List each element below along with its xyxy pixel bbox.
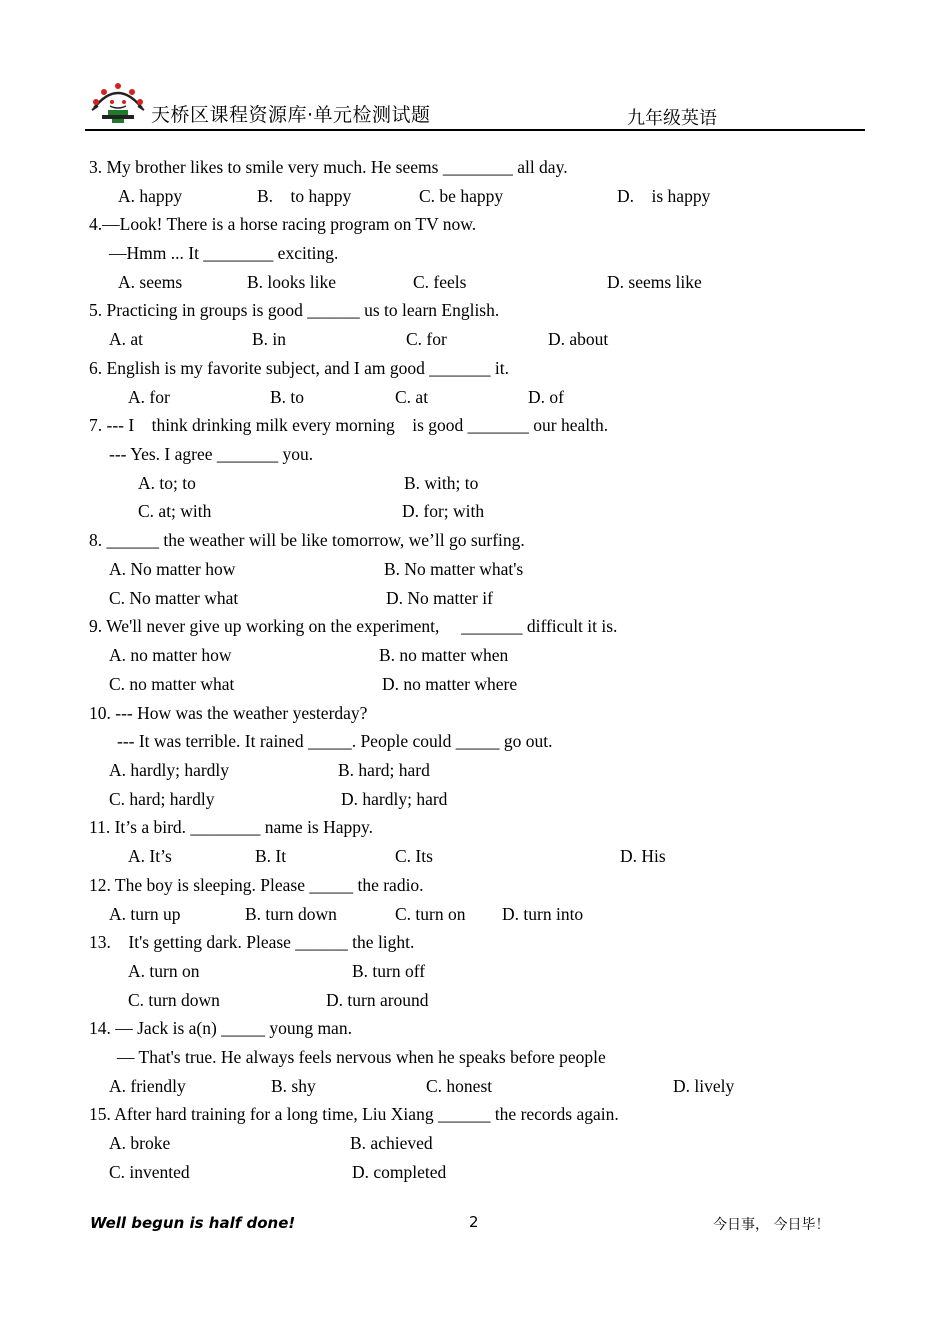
option-d: D. turn into <box>502 904 584 924</box>
question-stem-line2: — That's true. He always feels nervous when he speaks before people <box>117 1047 606 1067</box>
option-c: C. invented <box>109 1162 190 1182</box>
option-a: A. It’s <box>128 846 172 866</box>
question-stem: 8. ______ the weather will be like tomorrow, we’ll go surfing. <box>89 530 525 550</box>
question-stem: 7. --- I think drinking milk every morning is good _______ our health. <box>89 415 609 435</box>
option-b: B. looks like <box>247 272 336 292</box>
question-stem: 12. The boy is sleeping. Please _____ the radio. <box>89 875 424 895</box>
option-d: D. is happy <box>617 186 711 206</box>
option-c: C. for <box>406 329 447 349</box>
question-stem-line2: —Hmm ... It ________ exciting. <box>109 243 339 263</box>
option-d: D. no matter where <box>382 674 518 694</box>
option-d: D. No matter if <box>386 588 493 608</box>
option-d: D. about <box>548 329 609 349</box>
option-c: C. be happy <box>419 186 504 206</box>
option-d: D. His <box>620 846 666 866</box>
question-stem: 10. --- How was the weather yesterday? <box>89 703 368 723</box>
logo-icon <box>88 80 148 126</box>
option-d: D. completed <box>352 1162 447 1182</box>
option-b: B. no matter when <box>379 645 509 665</box>
question-stem: 5. Practicing in groups is good ______ us to learn English. <box>89 300 500 320</box>
option-c: C. at; with <box>138 501 212 521</box>
page-number: 2 <box>469 1213 479 1231</box>
option-a: A. to; to <box>138 473 196 493</box>
option-b: B. achieved <box>350 1133 433 1153</box>
option-b: B. shy <box>271 1076 316 1096</box>
option-d: D. turn around <box>326 990 429 1010</box>
question-stem: 3. My brother likes to smile very much. He seems ________ all day. <box>89 157 568 177</box>
option-c: C. Its <box>395 846 433 866</box>
option-a: A. seems <box>118 272 183 292</box>
question-stem: 9. We'll never give up working on the experiment, _______ difficult it is. <box>89 616 618 636</box>
option-b: B. to <box>270 387 305 407</box>
question-stem-line2: --- Yes. I agree _______ you. <box>109 444 314 464</box>
option-c: C. at <box>395 387 429 407</box>
question-stem: 15. After hard training for a long time, Liu Xiang ______ the records again. <box>89 1104 619 1124</box>
option-b: B. No matter what's <box>384 559 524 579</box>
option-a: A. at <box>109 329 144 349</box>
header-subject: 九年级英语 <box>627 108 717 129</box>
question-stem: 14. — Jack is a(n) _____ young man. <box>89 1018 352 1038</box>
option-a: A. friendly <box>109 1076 186 1096</box>
option-d: D. hardly; hard <box>341 789 448 809</box>
option-a: A. for <box>128 387 170 407</box>
option-d: D. lively <box>673 1076 735 1096</box>
question-stem: 11. It’s a bird. ________ name is Happy. <box>89 817 374 837</box>
question-stem: 6. English is my favorite subject, and I am good _______ it. <box>89 358 509 378</box>
option-a: A. No matter how <box>109 559 236 579</box>
page-header <box>85 78 865 133</box>
footer-motto: Well begun is half done! <box>90 1214 296 1232</box>
option-a: A. broke <box>109 1133 171 1153</box>
option-b: B. hard; hard <box>338 760 430 780</box>
option-b: B. turn off <box>352 961 426 981</box>
question-stem-line2: --- It was terrible. It rained _____. People could _____ go out. <box>117 731 553 751</box>
option-b: B. with; to <box>404 473 479 493</box>
question-stem: 4.—Look! There is a horse racing program on TV now. <box>89 214 477 234</box>
option-c: C. turn down <box>128 990 220 1010</box>
option-c: C. hard; hardly <box>109 789 215 809</box>
question-stem: 13. It's getting dark. Please ______ the light. <box>89 932 415 952</box>
option-d: D. for; with <box>402 501 485 521</box>
option-a: A. turn on <box>128 961 200 981</box>
option-c: C. honest <box>426 1076 493 1096</box>
option-d: D. seems like <box>607 272 702 292</box>
option-b: B. in <box>252 329 287 349</box>
option-c: C. No matter what <box>109 588 239 608</box>
footer-slogan: 今日事， 今日毕！ <box>713 1217 830 1233</box>
option-b: B. turn down <box>245 904 337 924</box>
header-divider <box>85 129 865 131</box>
option-b: B. It <box>255 846 287 866</box>
option-c: C. turn on <box>395 904 466 924</box>
option-a: A. no matter how <box>109 645 232 665</box>
option-c: C. feels <box>413 272 467 292</box>
option-a: A. happy <box>118 186 183 206</box>
option-b: B. to happy <box>257 186 352 206</box>
option-a: A. hardly; hardly <box>109 760 230 780</box>
option-a: A. turn up <box>109 904 181 924</box>
option-d: D. of <box>528 387 564 407</box>
option-c: C. no matter what <box>109 674 235 694</box>
header-title: 天桥区课程资源库·单元检测试题 <box>151 104 431 126</box>
